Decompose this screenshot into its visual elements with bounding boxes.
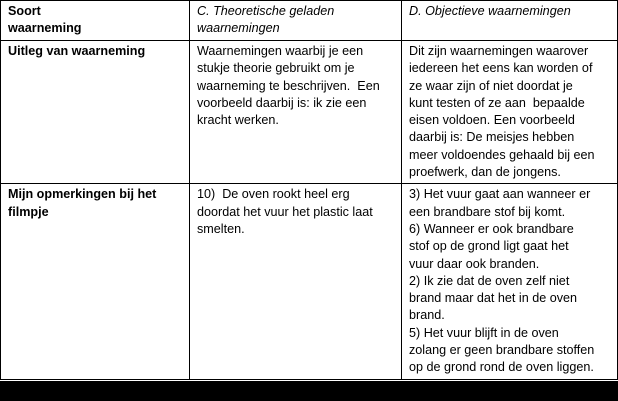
cell-line: eisen voldoen. Een voorbeeld: [409, 113, 575, 128]
header-col2-line: waarnemingen: [197, 21, 280, 36]
cell-line: proefwerk, dan de jongens.: [409, 165, 561, 180]
cell-line: doordat het vuur het plastic laat: [197, 204, 373, 219]
cell-line: zolang er geen brandbare stoffen: [409, 343, 595, 358]
cell-explanation-objective: [402, 41, 618, 184]
header-col1-line: waarneming: [8, 21, 82, 36]
row-label-explanation: [1, 41, 190, 184]
cell-line: kracht werken.: [197, 113, 279, 128]
header-theoretical: [190, 1, 402, 41]
bottom-black-bar: [0, 381, 618, 401]
header-soort-waarneming: [1, 1, 190, 41]
cell-line: iedereen het eens kan worden of: [409, 61, 593, 76]
cell-line: waarneming te beschrijven. Een: [197, 78, 380, 93]
row-label-text: Uitleg van waarneming: [8, 44, 146, 58]
cell-remarks-objective: [402, 184, 618, 379]
cell-line: Dit zijn waarnemingen waarover: [409, 44, 589, 58]
cell-line: vuur daar ook branden.: [409, 256, 540, 271]
row-label-text: Mijn opmerkingen bij het: [8, 187, 157, 202]
cell-line: brand maar dat het in de oven: [409, 291, 578, 306]
header-col2-line: C. Theoretische geladen: [197, 4, 335, 18]
cell-line: Waarnemingen waarbij je een: [197, 44, 364, 58]
table-row-remarks: [1, 184, 618, 379]
cell-line: meer voldoendes gehaald bij een: [409, 147, 595, 162]
cell-explanation-theoretical: [190, 41, 402, 184]
cell-line: op de grond rond de oven liggen.: [409, 360, 594, 375]
row-label-remarks: [1, 184, 190, 379]
row-label-text: filmpje: [8, 204, 49, 219]
cell-line: 3) Het vuur gaat aan wanneer er: [409, 187, 591, 202]
cell-line: 6) Wanneer er ook brandbare: [409, 221, 574, 236]
cell-line: stukje theorie gebruikt om je: [197, 61, 355, 76]
cell-line: kunt testen of ze aan bepaalde: [409, 95, 585, 110]
cell-line: ze waar zijn of niet doordat je: [409, 78, 573, 93]
cell-line: daarbij is: De meisjes hebben: [409, 130, 575, 145]
header-col3-line: D. Objectieve waarnemingen: [409, 4, 571, 18]
cell-line: voorbeeld daarbij is: ik zie een: [197, 95, 367, 110]
cell-line: 2) Ik zie dat de oven zelf niet: [409, 273, 570, 288]
cell-line: stof op de grond ligt gaat het: [409, 239, 569, 254]
header-objective: [402, 1, 618, 41]
cell-line: 5) Het vuur blijft in de oven: [409, 325, 559, 340]
table-row-explanation: [1, 41, 618, 184]
header-col1-line: Soort: [8, 4, 41, 18]
cell-line: een brandbare stof bij komt.: [409, 204, 566, 219]
cell-line: smelten.: [197, 221, 245, 236]
cell-line: 10) De oven rookt heel erg: [197, 187, 350, 202]
cell-line: brand.: [409, 308, 445, 323]
cell-remarks-theoretical: [190, 184, 402, 379]
header-row: [1, 1, 618, 41]
